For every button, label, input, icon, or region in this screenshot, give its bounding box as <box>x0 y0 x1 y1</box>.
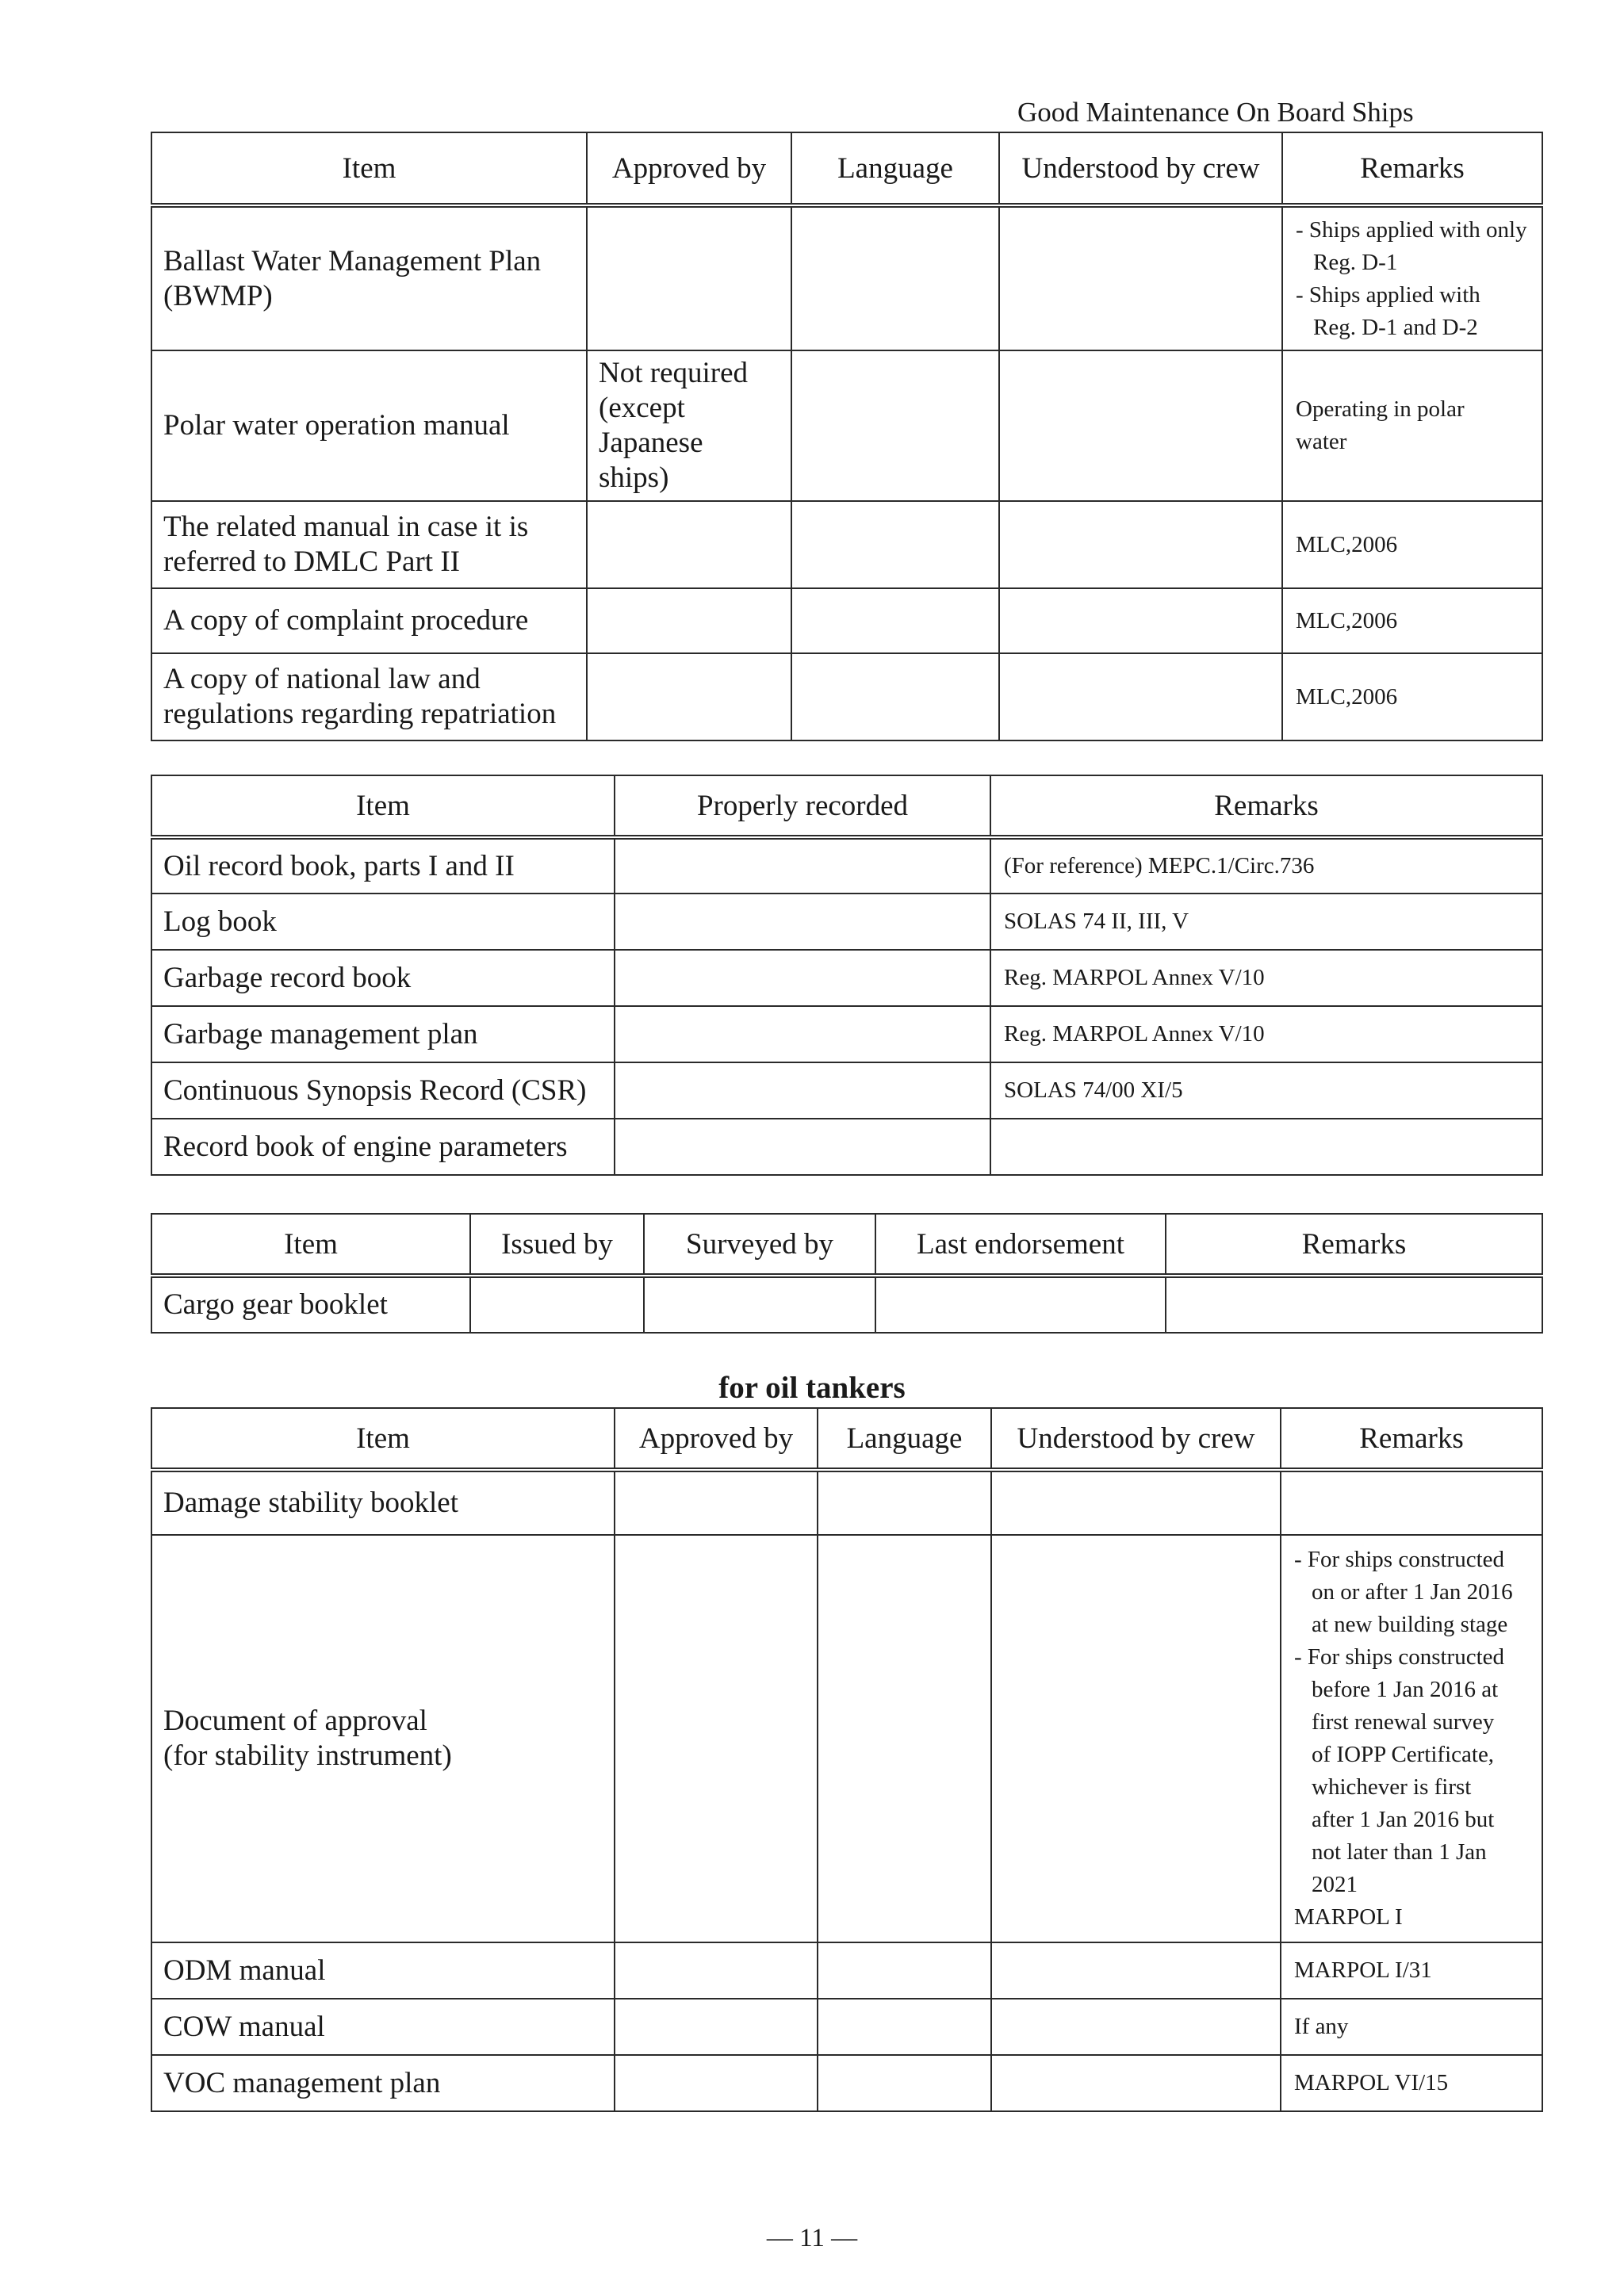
table-row <box>151 350 1542 501</box>
item-cell: Garbage management plan <box>151 1006 615 1062</box>
table-row <box>151 588 1542 653</box>
table-row <box>151 653 1542 740</box>
item-cell: Garbage record book <box>151 950 615 1006</box>
approved-cell <box>615 1942 818 1999</box>
language-cell <box>791 653 999 740</box>
documents-table <box>151 132 1543 741</box>
approved-cell <box>587 653 791 740</box>
table-row <box>151 205 1542 350</box>
oil-tankers-table <box>151 1407 1543 2112</box>
issued-cell <box>470 1276 644 1333</box>
col-header-remarks: Remarks <box>1166 1214 1542 1276</box>
understood-cell <box>999 653 1282 740</box>
remarks-cell <box>1281 1535 1542 1942</box>
col-header-understood-by-crew: Understood by crew <box>991 1408 1281 1470</box>
approved-cell <box>587 501 791 588</box>
col-header-language: Language <box>818 1408 991 1470</box>
recorded-cell <box>615 1006 990 1062</box>
col-header-issued-by: Issued by <box>470 1214 644 1276</box>
remarks-cell: MLC,2006 <box>1282 653 1542 740</box>
table-row <box>151 1942 1542 1999</box>
item-cell: The related manual in case it is referred to DMLC Part II <box>151 501 587 588</box>
col-header-remarks: Remarks <box>990 775 1542 837</box>
remarks-cell: SOLAS 74/00 XI/5 <box>990 1062 1542 1119</box>
col-header-understood-by-crew: Understood by crew <box>999 132 1282 205</box>
col-header-language: Language <box>791 132 999 205</box>
understood-cell <box>999 205 1282 350</box>
item-cell: Document of approval (for stability instrument) <box>151 1535 615 1942</box>
table-row <box>151 1062 1542 1119</box>
item-cell: Damage stability booklet <box>151 1470 615 1535</box>
table-row <box>151 1535 1542 1942</box>
item-cell: Record book of engine parameters <box>151 1119 615 1175</box>
language-cell <box>791 501 999 588</box>
remarks-cell: If any <box>1281 1999 1542 2055</box>
remarks-cell <box>1282 205 1542 350</box>
item-cell: Ballast Water Management Plan (BWMP) <box>151 205 587 350</box>
remarks-cell <box>990 1119 1542 1175</box>
remarks-cell <box>1281 1470 1542 1535</box>
language-cell <box>791 588 999 653</box>
remarks-cell: Reg. MARPOL Annex V/10 <box>990 950 1542 1006</box>
understood-cell <box>991 1470 1281 1535</box>
remarks-cell: Reg. MARPOL Annex V/10 <box>990 1006 1542 1062</box>
item-cell: Continuous Synopsis Record (CSR) <box>151 1062 615 1119</box>
col-header-remarks: Remarks <box>1281 1408 1542 1470</box>
running-header: Good Maintenance On Board Ships <box>1017 97 1414 128</box>
table-row <box>151 2055 1542 2111</box>
remarks-cell: Operating in polar water <box>1282 350 1542 501</box>
remarks-cell: MARPOL I/31 <box>1281 1942 1542 1999</box>
language-cell <box>791 350 999 501</box>
section-title: for oil tankers <box>718 1371 906 1405</box>
item-cell: Polar water operation manual <box>151 350 587 501</box>
table-row <box>151 1276 1542 1333</box>
endorsement-cell <box>875 1276 1166 1333</box>
table-row <box>151 1119 1542 1175</box>
table-row <box>151 950 1542 1006</box>
remarks-cell: MLC,2006 <box>1282 501 1542 588</box>
col-header-item: Item <box>151 775 615 837</box>
approved-cell <box>615 1535 818 1942</box>
remark-line: - Ships applied with Reg. D-1 and D-2 <box>1296 281 1480 340</box>
approved-cell: Not required (except Japanese ships) <box>587 350 791 501</box>
remarks-cell: MARPOL VI/15 <box>1281 2055 1542 2111</box>
recorded-cell <box>615 950 990 1006</box>
language-cell <box>818 1470 991 1535</box>
understood-cell <box>999 588 1282 653</box>
language-cell <box>818 1999 991 2055</box>
records-table <box>151 775 1543 1176</box>
page-number: — 11 — <box>766 2224 858 2252</box>
table-row <box>151 894 1542 950</box>
remark-line: - For ships constructed before 1 Jan 2016 at first renewal survey of IOPP Certificate, whichever is first after 1 Jan 2016 but not later than 1 Jan 2021 <box>1294 1644 1504 1897</box>
item-cell: VOC management plan <box>151 2055 615 2111</box>
remarks-cell: MLC,2006 <box>1282 588 1542 653</box>
language-cell <box>818 2055 991 2111</box>
table-row <box>151 837 1542 894</box>
col-header-approved-by: Approved by <box>587 132 791 205</box>
understood-cell <box>991 1942 1281 1999</box>
item-cell: Cargo gear booklet <box>151 1276 470 1333</box>
recorded-cell <box>615 837 990 894</box>
item-cell: A copy of national law and regulations regarding repatriation <box>151 653 587 740</box>
approved-cell <box>615 1470 818 1535</box>
remark-footer: MARPOL I <box>1294 1904 1403 1930</box>
language-cell <box>791 205 999 350</box>
approved-cell <box>587 588 791 653</box>
table-row <box>151 1999 1542 2055</box>
remark-line: - Ships applied with only Reg. D-1 <box>1296 216 1527 275</box>
understood-cell <box>991 1535 1281 1942</box>
col-header-surveyed-by: Surveyed by <box>644 1214 875 1276</box>
col-header-item: Item <box>151 1214 470 1276</box>
approved-cell <box>615 2055 818 2111</box>
language-cell <box>818 1535 991 1942</box>
col-header-item: Item <box>151 1408 615 1470</box>
item-cell: A copy of complaint procedure <box>151 588 587 653</box>
understood-cell <box>991 2055 1281 2111</box>
table-row <box>151 1006 1542 1062</box>
remarks-cell: SOLAS 74 II, III, V <box>990 894 1542 950</box>
col-header-remarks: Remarks <box>1282 132 1542 205</box>
col-header-last-endorsement: Last endorsement <box>875 1214 1166 1276</box>
table-row <box>151 1470 1542 1535</box>
understood-cell <box>991 1999 1281 2055</box>
remarks-cell <box>1166 1276 1542 1333</box>
understood-cell <box>999 350 1282 501</box>
item-cell: COW manual <box>151 1999 615 2055</box>
col-header-approved-by: Approved by <box>615 1408 818 1470</box>
remarks-cell: (For reference) MEPC.1/Circ.736 <box>990 837 1542 894</box>
language-cell <box>818 1942 991 1999</box>
table-row <box>151 501 1542 588</box>
approved-cell <box>587 205 791 350</box>
remark-line: - For ships constructed on or after 1 Jan 2016 at new building stage <box>1294 1547 1513 1637</box>
item-cell: Oil record book, parts I and II <box>151 837 615 894</box>
item-cell: ODM manual <box>151 1942 615 1999</box>
recorded-cell <box>615 1062 990 1119</box>
understood-cell <box>999 501 1282 588</box>
surveyed-cell <box>644 1276 875 1333</box>
recorded-cell <box>615 1119 990 1175</box>
col-header-properly-recorded: Properly recorded <box>615 775 990 837</box>
approved-cell <box>615 1999 818 2055</box>
cargo-gear-table <box>151 1213 1543 1334</box>
recorded-cell <box>615 894 990 950</box>
item-cell: Log book <box>151 894 615 950</box>
col-header-item: Item <box>151 132 587 205</box>
